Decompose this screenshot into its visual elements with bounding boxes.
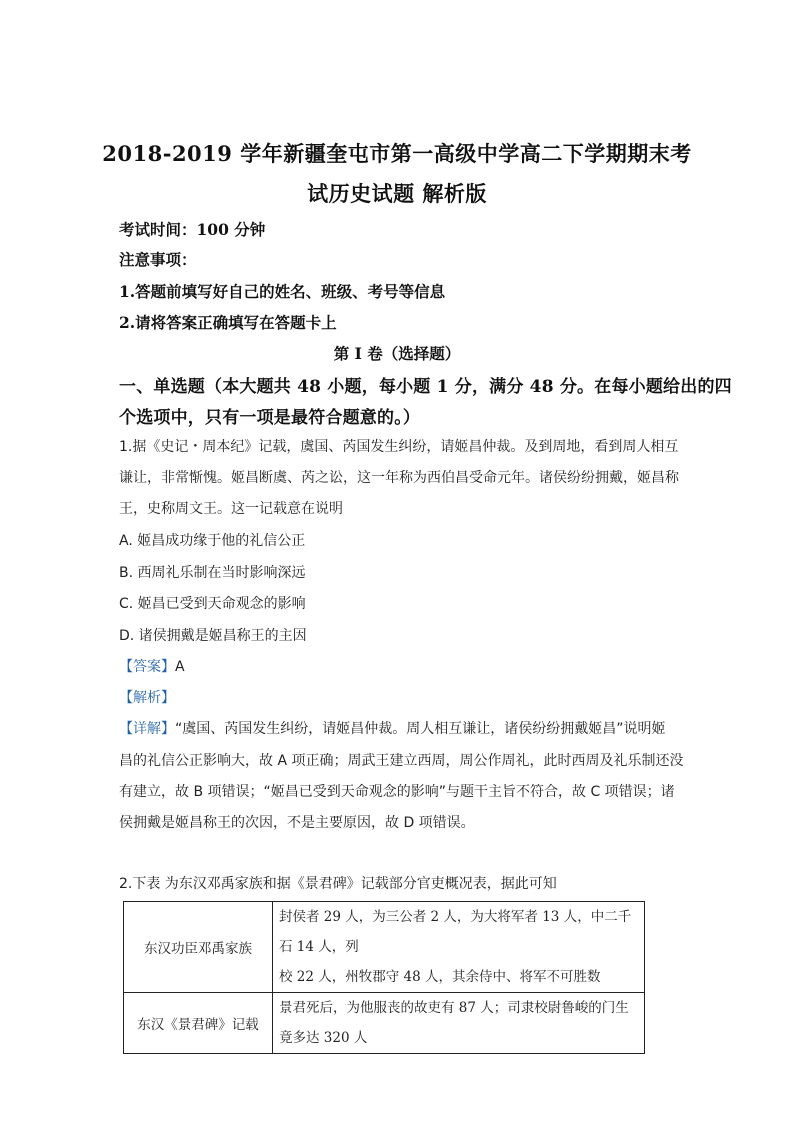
table-text-line: 校 22 人，州牧郡守 48 人，其余侍中、将军不可胜数 xyxy=(279,969,601,985)
exam-time: 考试时间：100 分钟 xyxy=(119,220,266,239)
q1-option-c: C. 姬昌已受到天命观念的影响 xyxy=(119,596,306,612)
table-row-label: 东汉功臣邓禹家族 xyxy=(124,902,273,993)
section-heading-line-2: 个选项中，只有一项是最符合题意的。） xyxy=(119,408,421,428)
q1-analysis xyxy=(119,687,175,707)
table-row-content xyxy=(273,902,645,993)
answer-tag: 【答案】 xyxy=(119,659,175,675)
note-2: 2.请将答案正确填写在答题卡上 xyxy=(119,313,337,332)
q2-data-table xyxy=(123,901,645,1054)
table-row-content: 景君死后，为他服丧的故吏有 87 人；司隶校尉鲁峻的门生竟多达 320 人 xyxy=(273,993,645,1054)
part-heading: 第 I 卷（选择题） xyxy=(333,344,461,363)
table-text-line: 封侯者 29 人，为三公者 2 人，为大将军者 13 人，中二千石 14 人，列 xyxy=(279,909,632,955)
table-row xyxy=(124,993,645,1054)
q1-answer xyxy=(119,656,185,676)
notes-heading: 注意事项： xyxy=(119,250,197,269)
q1-stem-line-2: 谦让，非常惭愧。姬昌断虞、芮之讼，这一年称为西伯昌受命元年。诸侯纷纷拥戴，姬昌称 xyxy=(119,470,679,486)
analysis-tag: 【解析】 xyxy=(119,690,175,706)
q1-stem-line-1: 1.据《史记・周本纪》记载，虞国、芮国发生纠纷，请姬昌仲裁。及到周地，看到周人相互 xyxy=(119,439,679,455)
table-row xyxy=(124,902,645,993)
section-heading-line-1: 一、单选题（本大题共 48 小题，每小题 1 分，满分 48 分。在每小题给出的四 xyxy=(119,377,732,397)
document-title-line-2: 试历史试题 解析版 xyxy=(307,181,487,206)
detail-tag: 【详解】 xyxy=(119,721,175,737)
document-title-line-1: 2018-2019 学年新疆奎屯市第一高级中学高二下学期期末考 xyxy=(102,141,692,166)
answer-value: A xyxy=(175,659,185,675)
note-1: 1.答题前填写好自己的姓名、班级、考号等信息 xyxy=(119,282,446,301)
q1-option-d: D. 诸侯拥戴是姬昌称王的主因 xyxy=(119,628,307,644)
q1-option-a: A. 姬昌成功缘于他的礼信公正 xyxy=(119,533,306,549)
q2-stem: 2.下表 为东汉邓禹家族和据《景君碑》记载部分官吏概况表，据此可知 xyxy=(119,876,557,892)
q1-detail-line-4: 侯拥戴是姬昌称王的次因，不是主要原因，故 D 项错误。 xyxy=(119,815,475,831)
q1-detail-line-1 xyxy=(119,718,666,738)
q1-detail-line-3: 有建立，故 B 项错误；“姬昌已受到天命观念的影响”与题干主旨不符合，故 C 项错误；诸 xyxy=(119,784,675,800)
detail-text-1: “虞国、芮国发生纠纷，请姬昌仲裁。周人相互谦让，诸侯纷纷拥戴姬昌”说明姬 xyxy=(175,721,666,737)
table-row-label: 东汉《景君碑》记载 xyxy=(124,993,273,1054)
q1-stem-line-3: 王，史称周文王。这一记载意在说明 xyxy=(119,501,343,517)
q1-option-b: B. 西周礼乐制在当时影响深远 xyxy=(119,565,306,581)
q1-detail-line-2: 昌的礼信公正影响大，故 A 项正确；周武王建立西周，周公作周礼，此时西周及礼乐制还没 xyxy=(119,753,684,769)
